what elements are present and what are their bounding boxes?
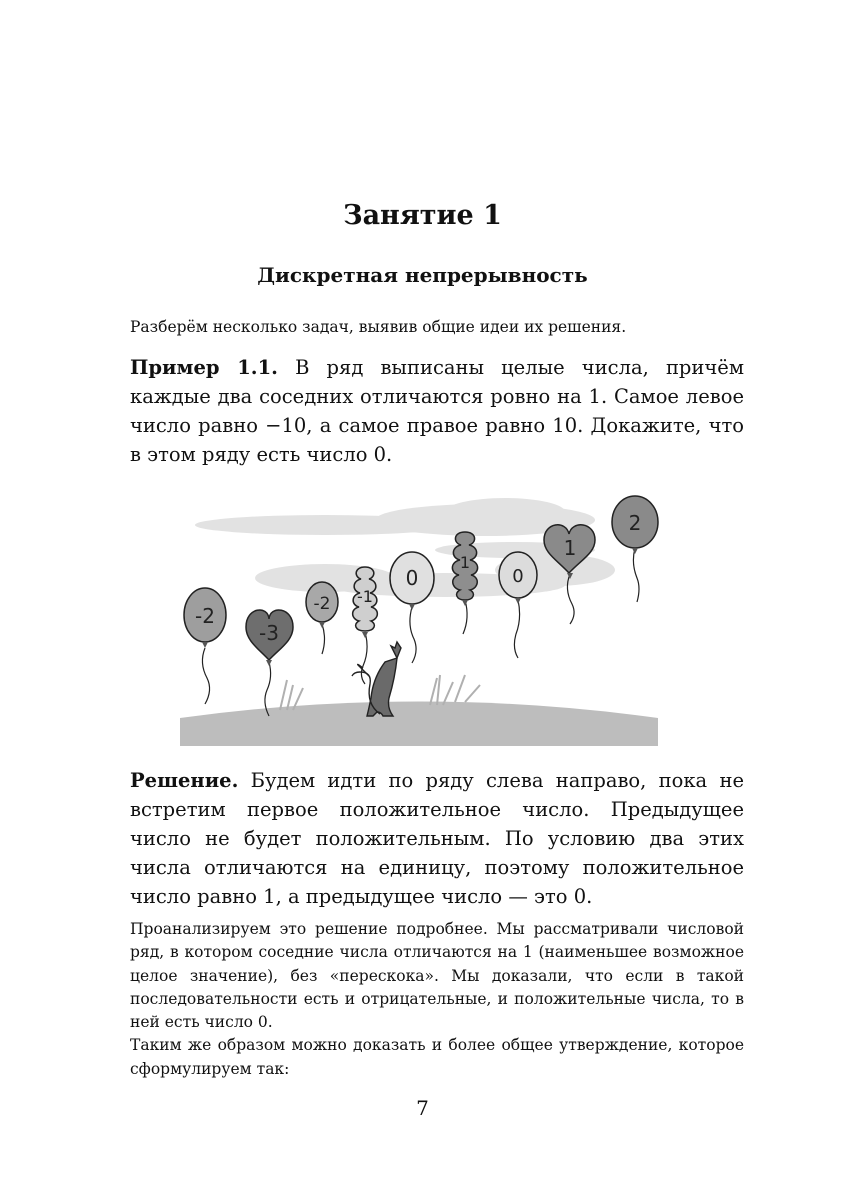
balloon-label-8: 1 (563, 536, 577, 560)
example-paragraph (130, 353, 744, 469)
balloon-label-9: 2 (628, 511, 642, 535)
balloon-label-7: 0 (512, 566, 524, 587)
chapter-subtitle: Дискретная непрерывность (257, 263, 588, 287)
example-text: В ряд выписаны целые числа, причём каждые два соседних отличаются ровно на 1. Самое левое число равно −10, а самое правое равно 10. Докажите, что в этом ряду есть число 0. (130, 356, 745, 466)
ground (180, 702, 658, 747)
balloon-label-3: -2 (313, 594, 331, 614)
analysis-paragraph-1: Проанализируем это решение подробнее. Мы рассматривали числовой ряд, в котором соседние числа отличаются на 1 (наименьшее возможное целое значение), без «перескока». Мы доказали, что если в такой последовательности есть и отрицательные, и положительные числа, то в ней есть число 0. (130, 920, 744, 1032)
page-number: 7 (416, 1096, 429, 1120)
solution-paragraph (130, 766, 744, 911)
balloon-label-6: 1 (459, 553, 471, 572)
analysis-section (130, 918, 744, 1081)
example-label: Пример 1.1. (130, 356, 278, 379)
balloon-label-2: -3 (259, 621, 279, 645)
solution-label: Решение. (130, 769, 239, 792)
solution-text: Будем идти по ряду слева направо, пока не встретим первое положительное число. Предыдущее число не будет положительным. По условию два этих числа отличаются на единицу, поэтому положительное число равно 1, а предыдущее число — это 0. (130, 769, 744, 908)
intro-text: Разберём несколько задач, выявив общие идеи их решения. (130, 318, 627, 336)
balloon-label-4: -1 (357, 587, 373, 606)
balloon-label-1: -2 (195, 604, 215, 628)
analysis-paragraph-2: Таким же образом можно доказать и более общее утверждение, которое сформулируем так: (130, 1036, 744, 1078)
balloons-illustration (175, 490, 665, 752)
balloon-label-5: 0 (405, 566, 419, 590)
chapter-title: Занятие 1 (343, 200, 502, 231)
